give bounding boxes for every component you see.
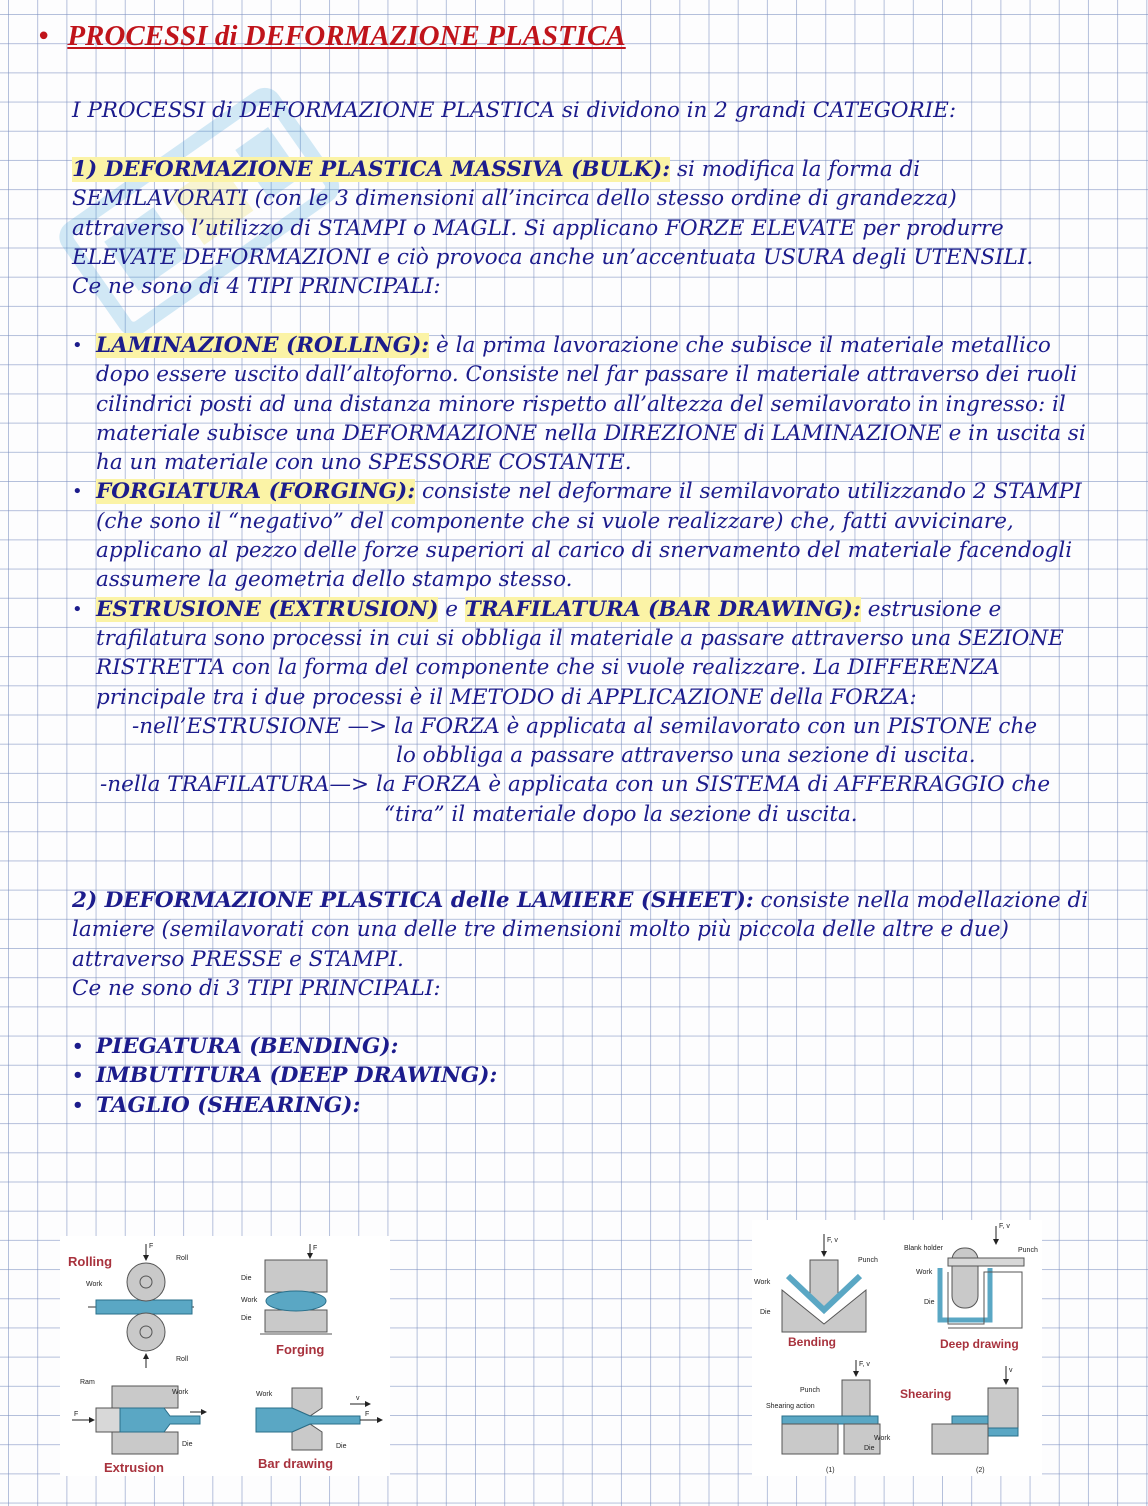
label-v2: v: [1009, 1367, 1013, 1374]
list-item-shearing: • TAGLIO (SHEARING):: [72, 1092, 361, 1118]
term-bending: PIEGATURA (BENDING):: [96, 1034, 399, 1059]
label-punch2: Punch: [1018, 1247, 1038, 1254]
term-forging: FORGIATURA (FORGING):: [96, 479, 416, 505]
label-fv2: F, v: [999, 1223, 1010, 1230]
label-fv1: F, v: [827, 1237, 838, 1244]
label-roll-top: Roll: [176, 1255, 189, 1262]
drawing-line-1: -nella TRAFILATURA—> la FORZA è applicata con un SISTEMA di AFFERRAGGIO che: [100, 772, 1051, 798]
label-punch1: Punch: [858, 1257, 878, 1264]
page-title: PROCESSI di DEFORMAZIONE PLASTICA: [67, 20, 626, 52]
bulk-processes-figure: [60, 1236, 390, 1476]
label-shearing: Shearing: [900, 1387, 952, 1401]
list-item-deep-drawing: • IMBUTITURA (DEEP DRAWING):: [72, 1063, 498, 1089]
label-work1: Work: [754, 1279, 771, 1286]
term-deep-drawing: IMBUTITURA (DEEP DRAWING):: [96, 1063, 498, 1089]
desc-forging: consiste nel deformare il semilavorato utilizzando 2 STAMPI (che sono il “negativo” del componente che si vuole realizzare) che, fatti avvicinare, applicano al pezzo delle forze superiori al carico di snervamento del materiale facendogli assumere la geometria dello stampo stesso.: [96, 479, 1082, 593]
desc-rolling: è la prima lavorazione che subisce il materiale metallico dopo essere uscito dall’altoforno. Consiste nel far passare il materiale attraverso dei ruoli cilindrici posti ad una distanza minore rispetto all’altezza del semilavorato in ingresso: il materiale subisce una DEFORMAZIONE nella DIREZIONE di LAMINAZIONE e in uscita si ha un materiale con uno SPESSORE COSTANTE.: [96, 333, 1086, 476]
label-fv3: F, v: [859, 1361, 870, 1368]
label-bar-drawing: Bar drawing: [258, 1456, 334, 1471]
label-work3: Work: [172, 1389, 189, 1396]
label-ram: Ram: [80, 1379, 95, 1386]
label-die3: Die: [182, 1441, 193, 1448]
label-v: v: [356, 1395, 360, 1402]
intro-paragraph: I PROCESSI di DEFORMAZIONE PLASTICA si dividono in 2 grandi CATEGORIE:: [72, 98, 957, 123]
section1-paragraph: [72, 155, 1072, 301]
drawing-line-2: “tira” il materiale dopo la sezione di uscita.: [384, 801, 858, 827]
section1-heading: 1) DEFORMAZIONE PLASTICA MASSIVA (BULK):: [72, 157, 671, 182]
title-row: [36, 22, 626, 53]
desc-extrusion: estrusione e trafilatura sono processi in cui si obbliga il materiale a passare attraverso una SEZIONE RISTRETTA con la forma del componente che si vuole realizzare. La DIFFERENZA principale tra i due processi è il METODO di APPLICAZIONE della FORZA:: [96, 596, 1064, 710]
section2-count: Ce ne sono di 3 TIPI PRINCIPALI:: [72, 975, 441, 1001]
label-work2: Work: [916, 1269, 933, 1276]
list-item-rolling: • LAMINAZIONE (ROLLING): è la prima lavorazione che subisce il materiale metallico dopo essere uscito dall’altoforno. Consiste nel far passare il materiale attraverso dei ruoli cilindrici posti ad una distanza minore rispetto all’altezza del semilavorato in ingresso: il materiale subisce una DEFORMAZIONE nella DIREZIONE di LAMINAZIONE e in uscita si ha un materiale con uno SPESSORE COSTANTE.: [72, 333, 1086, 476]
section2-text: consiste nella modellazione di lamiere (semilavorati con una delle tre dimensioni molto più piccola delle altre e due) attraverso PRESSE e STAMPI.: [72, 888, 1089, 972]
section2-heading: 2) DEFORMAZIONE PLASTICA delle LAMIERE (SHEET):: [72, 888, 754, 913]
label-forging: Forging: [276, 1342, 325, 1357]
label-die4: Die: [336, 1443, 347, 1450]
title-bullet: •: [36, 22, 52, 52]
section1-list: [72, 331, 1092, 829]
section2-paragraph: [72, 886, 1112, 1003]
term-bar-drawing: TRAFILATURA (BAR DRAWING):: [464, 596, 861, 622]
label-deep-drawing: Deep drawing: [940, 1337, 1019, 1351]
label-cap1: (1): [826, 1467, 835, 1474]
label-bending: Bending: [788, 1335, 836, 1349]
label-die1: Die: [241, 1275, 252, 1282]
label-f1: F: [149, 1243, 154, 1250]
label-f4: F: [365, 1411, 370, 1418]
term-rolling: LAMINAZIONE (ROLLING):: [96, 333, 430, 358]
section1-count: Ce ne sono di 4 TIPI PRINCIPALI:: [72, 274, 441, 300]
sheet-processes-figure: [752, 1220, 1042, 1476]
label-roll-bottom: Roll: [176, 1356, 189, 1363]
extrusion-line-2: lo obbliga a passare attraverso una sezione di uscita.: [396, 743, 976, 769]
extrusion-line-1: -nell’ESTRUSIONE —> la FORZA è applicata al semilavorato con un PISTONE che: [132, 713, 1038, 739]
list-item-bending: • PIEGATURA (BENDING):: [72, 1034, 399, 1059]
label-work2: Work: [241, 1297, 258, 1304]
label-rolling: Rolling: [68, 1254, 113, 1269]
label-punch3: Punch: [800, 1387, 820, 1394]
list-item-extrusion: • ESTRUSIONE (EXTRUSION) e TRAFILATURA (BAR DRAWING): estrusione e trafilatura sono processi in cui si obbliga il materiale a passare attraverso una SEZIONE RISTRETTA con la forma del componente che si vuole realizzare. La DIFFERENZA principale tra i due processi è il METODO di APPLICAZIONE della FORZA:: [72, 596, 1064, 710]
list-item-forging: • FORGIATURA (FORGING): consiste nel deformare il semilavorato utilizzando 2 STAMPI (che sono il “negativo” del componente che si vuole realizzare) che, fatti avvicinare, applicano al pezzo delle forze superiori al carico di snervamento del materiale facendogli assumere la geometria dello stampo stesso.: [72, 479, 1082, 593]
joiner-e: e: [438, 596, 465, 622]
label-f3: F: [74, 1411, 79, 1418]
label-work3: Work: [874, 1435, 891, 1442]
label-extrusion: Extrusion: [104, 1460, 164, 1475]
section1-text: si modifica la forma di SEMILAVORATI (con le 3 dimensioni all’incirca dello stesso ordine di grandezza) attraverso l’utilizzo di STAMPI o MAGLI. Si applicano FORZE ELEVATE per produrre ELEVATE DEFORMAZIONI e ciò provoca anche un’accentuata USURA degli UTENSILI.: [72, 157, 1034, 270]
label-die1: Die: [760, 1309, 771, 1316]
label-die3: Die: [864, 1445, 875, 1452]
label-die2: Die: [924, 1299, 935, 1306]
label-f2: F: [313, 1245, 318, 1252]
label-die2: Die: [241, 1315, 252, 1322]
label-shearing-action: Shearing action: [766, 1403, 815, 1410]
label-cap2: (2): [976, 1467, 985, 1474]
term-shearing: TAGLIO (SHEARING):: [96, 1092, 361, 1118]
term-extrusion: ESTRUSIONE (EXTRUSION): [96, 596, 439, 622]
section2-list: [72, 1032, 1112, 1120]
label-work1: Work: [86, 1281, 103, 1288]
label-blank-holder: Blank holder: [904, 1245, 943, 1252]
label-work4: Work: [256, 1391, 273, 1398]
